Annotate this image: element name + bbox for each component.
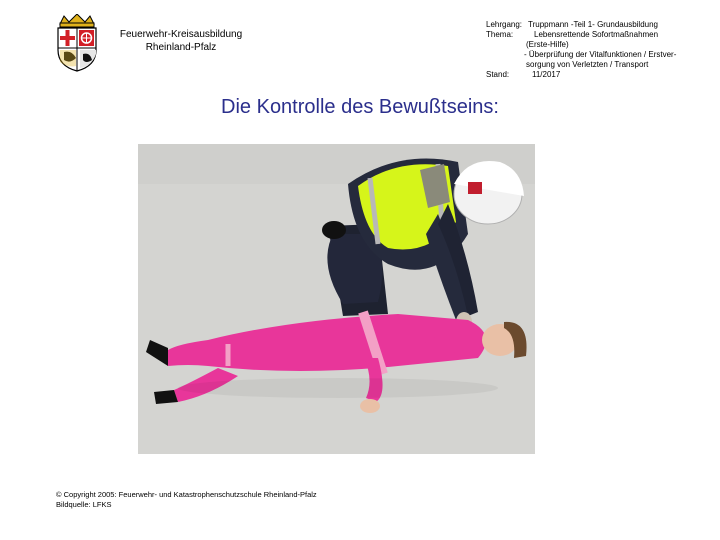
organization-line-2: Rheinland-Pfalz	[145, 42, 217, 53]
topic-row-3	[486, 50, 718, 60]
slide-title: Die Kontrolle des Bewußtseins:	[221, 96, 499, 118]
copyright-text: © Copyright 2005: Feuerwehr- und Katastrophenschutzschule Rheinland-Pfalz	[56, 490, 317, 499]
footer	[56, 490, 317, 510]
topic-label: Thema:	[486, 30, 514, 39]
state-crest-logo	[52, 14, 102, 72]
status-label: Stand:	[486, 70, 510, 79]
topic-line: sorgung von Verletzten / Transport	[526, 60, 649, 69]
course-row	[486, 20, 718, 30]
topic-line: - Überprüfung der Vitalfunktionen / Erstver-	[524, 50, 677, 59]
course-value: Truppmann -Teil 1- Grundausbildung	[528, 20, 658, 29]
organization-name	[110, 28, 252, 54]
status-row	[486, 70, 718, 80]
organization-line-1: Feuerwehr-Kreisausbildung	[119, 29, 243, 40]
image-source-text: Bildquelle: LFKS	[56, 500, 112, 509]
topic-line: Lebensrettende Sofortmaßnahmen	[534, 30, 659, 39]
first-aid-photo	[138, 144, 535, 454]
course-info	[486, 20, 718, 80]
topic-row-4	[486, 60, 718, 70]
status-value: 11/2017	[532, 70, 561, 79]
topic-row-2	[486, 40, 718, 50]
topic-row	[486, 30, 718, 40]
topic-line: (Erste-Hilfe)	[526, 40, 569, 49]
course-label: Lehrgang:	[486, 20, 523, 29]
